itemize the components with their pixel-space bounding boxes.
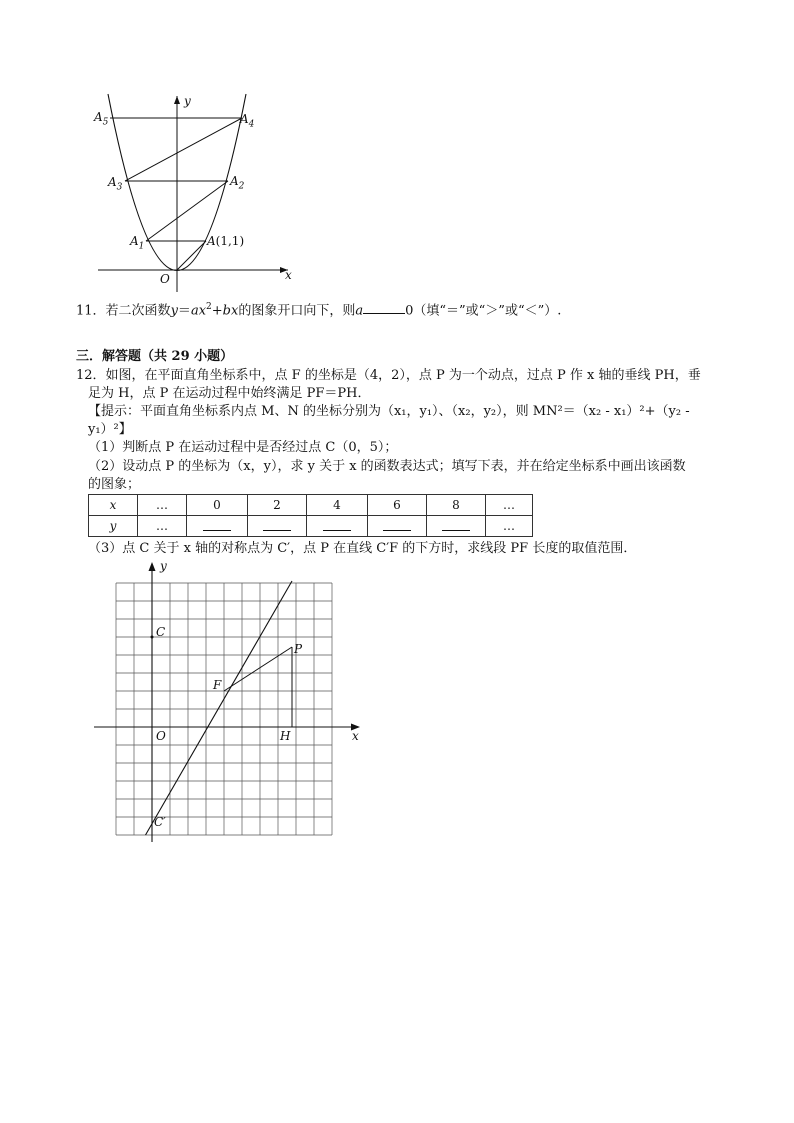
label-p: P bbox=[294, 642, 303, 656]
table-cell: y bbox=[89, 516, 138, 537]
label-a: A(1,1) bbox=[207, 234, 245, 248]
q12-part2b: 的图象； bbox=[88, 477, 141, 492]
value-table bbox=[88, 494, 533, 537]
segment-pf bbox=[224, 647, 292, 691]
q12-part2a: （2）设动点 P 的坐标为（x，y），求 y 关于 x 的函数表达式；填写下表，并在给定坐标系中画出该函数 bbox=[88, 459, 686, 474]
label-y-axis: y bbox=[184, 94, 191, 108]
answer-blank[interactable] bbox=[363, 301, 405, 314]
q12-hint-line2: y₁）²】 bbox=[88, 422, 132, 437]
label-origin: O bbox=[160, 272, 170, 286]
section-title: 三．解答题（共 29 小题） bbox=[76, 349, 234, 364]
label-x-axis: x bbox=[285, 268, 292, 282]
grid-lines bbox=[116, 583, 332, 835]
coordinate-grid-figure bbox=[92, 558, 367, 843]
q12-line2: 足为 H，点 P 在运动过程中始终满足 PF＝PH． bbox=[88, 386, 371, 401]
q12-part3: （3）点 C 关于 x 轴的对称点为 C′，点 P 在直线 C′F 的下方时，求线段 PF 长度的取值范围． bbox=[88, 541, 637, 556]
table-cell-blank[interactable] bbox=[368, 516, 427, 537]
table-cell: x bbox=[89, 495, 138, 516]
table-cell: … bbox=[138, 495, 187, 516]
table-cell: … bbox=[486, 495, 533, 516]
segment-a-o bbox=[177, 241, 206, 270]
table-cell: 6 bbox=[368, 495, 427, 516]
table-cell: 2 bbox=[248, 495, 307, 516]
label-h: H bbox=[280, 729, 291, 743]
table-cell: 8 bbox=[427, 495, 486, 516]
table-cell: … bbox=[486, 516, 533, 537]
table-cell: 4 bbox=[307, 495, 368, 516]
point-c bbox=[151, 636, 154, 639]
q12-line1: 12．如图，在平面直角坐标系中，点 F 的坐标是（4，2），点 P 为一个动点，过点 P 作 x 轴的垂线 PH，垂 bbox=[76, 368, 701, 383]
question-11: 11．若二次函数$y=ax^2+bx$的图象开口向下，则a 0（填“＝”或“＞”或“＜”）. bbox=[76, 302, 562, 319]
table-cell-blank[interactable] bbox=[427, 516, 486, 537]
table-row-y bbox=[89, 516, 533, 537]
y-axis-arrow bbox=[174, 96, 180, 104]
label-c: C bbox=[156, 625, 166, 639]
label-f: F bbox=[213, 678, 222, 692]
label-origin-2: O bbox=[156, 729, 166, 743]
q12-part1: （1）判断点 P 在运动过程中是否经过点 C（0，5）； bbox=[88, 440, 398, 455]
label-c-prime: C′ bbox=[154, 815, 166, 829]
table-cell: … bbox=[138, 516, 187, 537]
label-y-axis-2: y bbox=[160, 559, 167, 573]
label-a3: $A_3$ bbox=[108, 175, 123, 193]
label-a1: $A_1$ bbox=[130, 234, 145, 252]
q12-hint-line1: 【提示：平面直角坐标系内点 M、N 的坐标分别为（x₁，y₁）、（x₂，y₂），则 MN²＝（x₂ - x₁）²+（y₂ - bbox=[88, 404, 690, 419]
table-cell-blank[interactable] bbox=[248, 516, 307, 537]
table-cell-blank[interactable] bbox=[187, 516, 248, 537]
label-a4: $A_4$ bbox=[240, 112, 255, 130]
label-a2: $A_2$ bbox=[230, 174, 245, 192]
label-a5: $A_5$ bbox=[94, 110, 109, 128]
label-x-axis-2: x bbox=[352, 729, 359, 743]
segment-a2-a1 bbox=[146, 181, 228, 241]
y-axis-arrow bbox=[149, 562, 156, 571]
segment-a4-a3 bbox=[125, 118, 242, 181]
table-row-x bbox=[89, 495, 533, 516]
table-cell: 0 bbox=[187, 495, 248, 516]
table-cell-blank[interactable] bbox=[307, 516, 368, 537]
